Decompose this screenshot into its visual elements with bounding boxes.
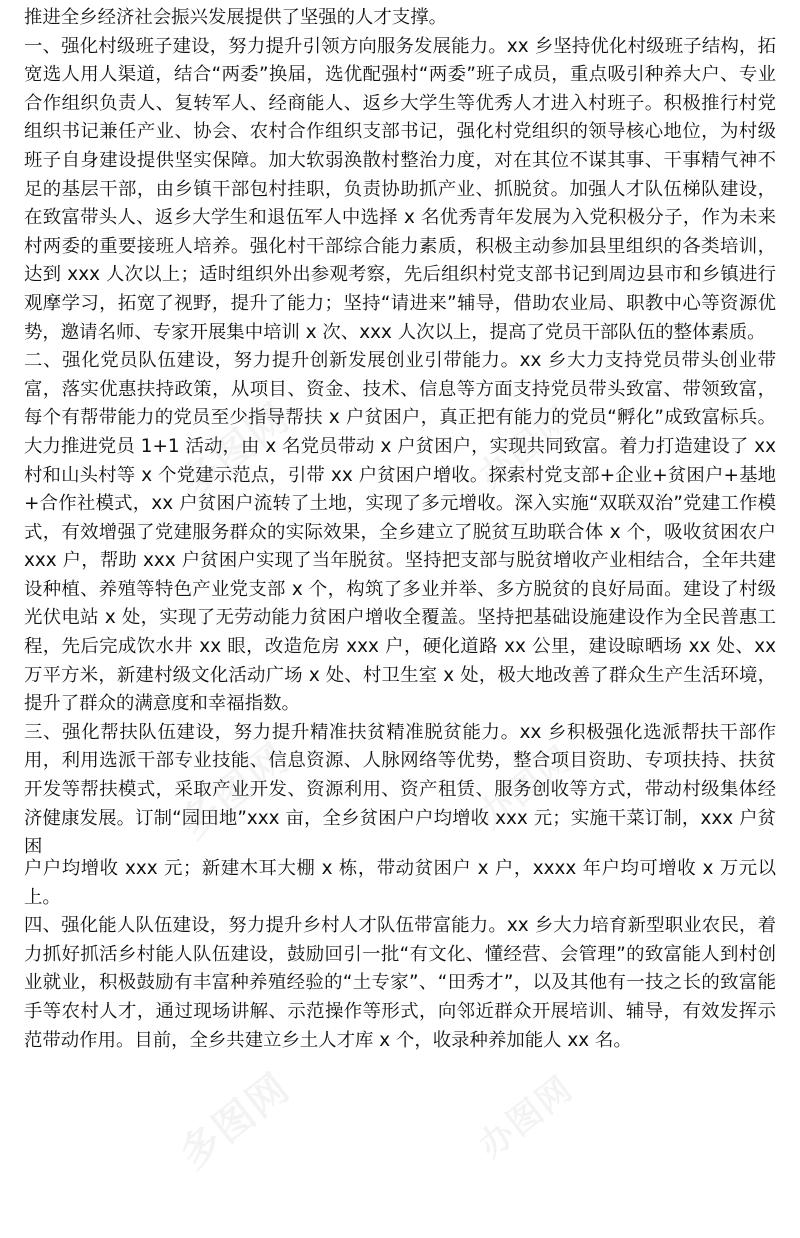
paragraph-section-one: 一、强化村级班子建设，努力提升引领方向服务发展能力。xx 乡坚持优化村级班子结构，拓宽选人用人渠道，结合“两委”换届，选优配强村“两委”班子成员，重点吸引种养大户、专业合作组织负责人、复转军人、经商能人、返乡大学生等优秀人才进入村班子。积极推行村党组织书记兼任产业、协会、农村合作组织支部书记，强化村党组织的领导核心地位，为村级班子自身建设提供坚实保障。加大软弱涣散村整治力度，对在其位不谋其事、干事精气神不足的基层干部，由乡镇干部包村挂职，负责协助抓产业、抓脱贫。加强人才队伍梯队建设，在致富带头人、返乡大学生和退伍军人中选择 x 名优秀青年发展为入党积极分子，作为未来村两委的重要接班人培养。强化村干部综合能力素质，积极主动参加县里组织的各类培训，达到 xxx 人次以上；适时组织外出参观考察，先后组织村党支部书记到周边县市和乡镇进行观摩学习，拓宽了视野，提升了能力；坚持“请进来”辅导，借助农业局、职教中心等资源优势，邀请名师、专家开展集中培训 x 次、xxx 人次以上，提高了党员干部队伍的整体素质。 — [24, 35, 776, 343]
paragraph-section-two: 二、强化党员队伍建设，努力提升创新发展创业引带能力。xx 乡大力支持党员带头创业带富，落实优惠扶持政策，从项目、资金、技术、信息等方面支持党员带头致富、带领致富，每个有帮带能力的党员至少指导帮扶 x 户贫困户，真正把有能力的党员“孵化”成致富标兵。大力推进党员 1+1 活动，由 x 名党员带动 x 户贫困户，实现共同致富。着力打造建设了 xx 村和山头村等 x 个党建示范点，引带 xx 户贫困户增收。探索村党支部+企业+贫困户+基地+合作社模式，xx 户贫困户流转了土地，实现了多元增收。深入实施“双联双治”党建工作模式，有效增强了党建服务群众的实际效果，全乡建立了脱贫互助联合体 x 个，吸收贫困农户 xxx 户，帮助 xxx 户贫困户实现了当年脱贫。坚持把支部与脱贫增收产业相结合，全年共建设种植、养殖等特色产业党支部 x 个，构筑了多业并举、多方脱贫的良好局面。建设了村级光伏电站 x 处，实现了无劳动能力贫困户增收全覆盖。坚持把基础设施建设作为全民普惠工程，先后完成饮水井 xx 眼，改造危房 xxx 户，硬化道路 xx 公里，建设晾晒场 xx 处、xx 万平方米，新建村级文化活动广场 x 处、村卫生室 x 处，极大地改善了群众生产生活环境，提升了群众的满意度和幸福指数。 — [24, 350, 776, 715]
document-body-bottom-fragment — [24, 855, 776, 1055]
paragraph-section-four: 四、强化能人队伍建设，努力提升乡村人才队伍带富能力。xx 乡大力培育新型职业农民，着力抓好抓活乡村能人队伍建设，鼓励回引一批“有文化、懂经营、会管理”的致富能人到村创业就业，积极鼓励有丰富种养殖经验的“土专家”、“田秀才”，以及其他有一技之长的致富能手等农村人才，通过现场讲解、示范操作等形式，向邻近群众开展培训、辅导，有效发挥示范带动作用。目前，全乡共建立乡土人才库 x 个，收录种养加能人 xx 名。 — [24, 915, 776, 1051]
paragraph-section-three: 三、强化帮扶队伍建设，努力提升精准扶贫精准脱贫能力。xx 乡积极强化选派帮扶干部作用，利用选派干部专业技能、信息资源、人脉网络等优势，整合项目资助、专项扶持、扶贫开发等帮扶模式，采取产业开发、资源利用、资产租赁、服务创收等方式，带动村级集体经济健康发展。订制“园田地”xxx 亩，全乡贫困户户均增收 xxx 元；实施干菜订制，xxx 户贫困 — [24, 721, 776, 858]
paragraph-intro-continuation: 推进全乡经济社会振兴发展提供了坚强的人才支撑。 — [24, 7, 447, 28]
document-body-top-fragment — [24, 4, 776, 862]
paragraph-section-three-continuation: 户户均增收 xxx 元；新建木耳大棚 x 栋，带动贫困户 x 户，xxxx 年户均可增收 x 万元以上。 — [24, 858, 776, 908]
